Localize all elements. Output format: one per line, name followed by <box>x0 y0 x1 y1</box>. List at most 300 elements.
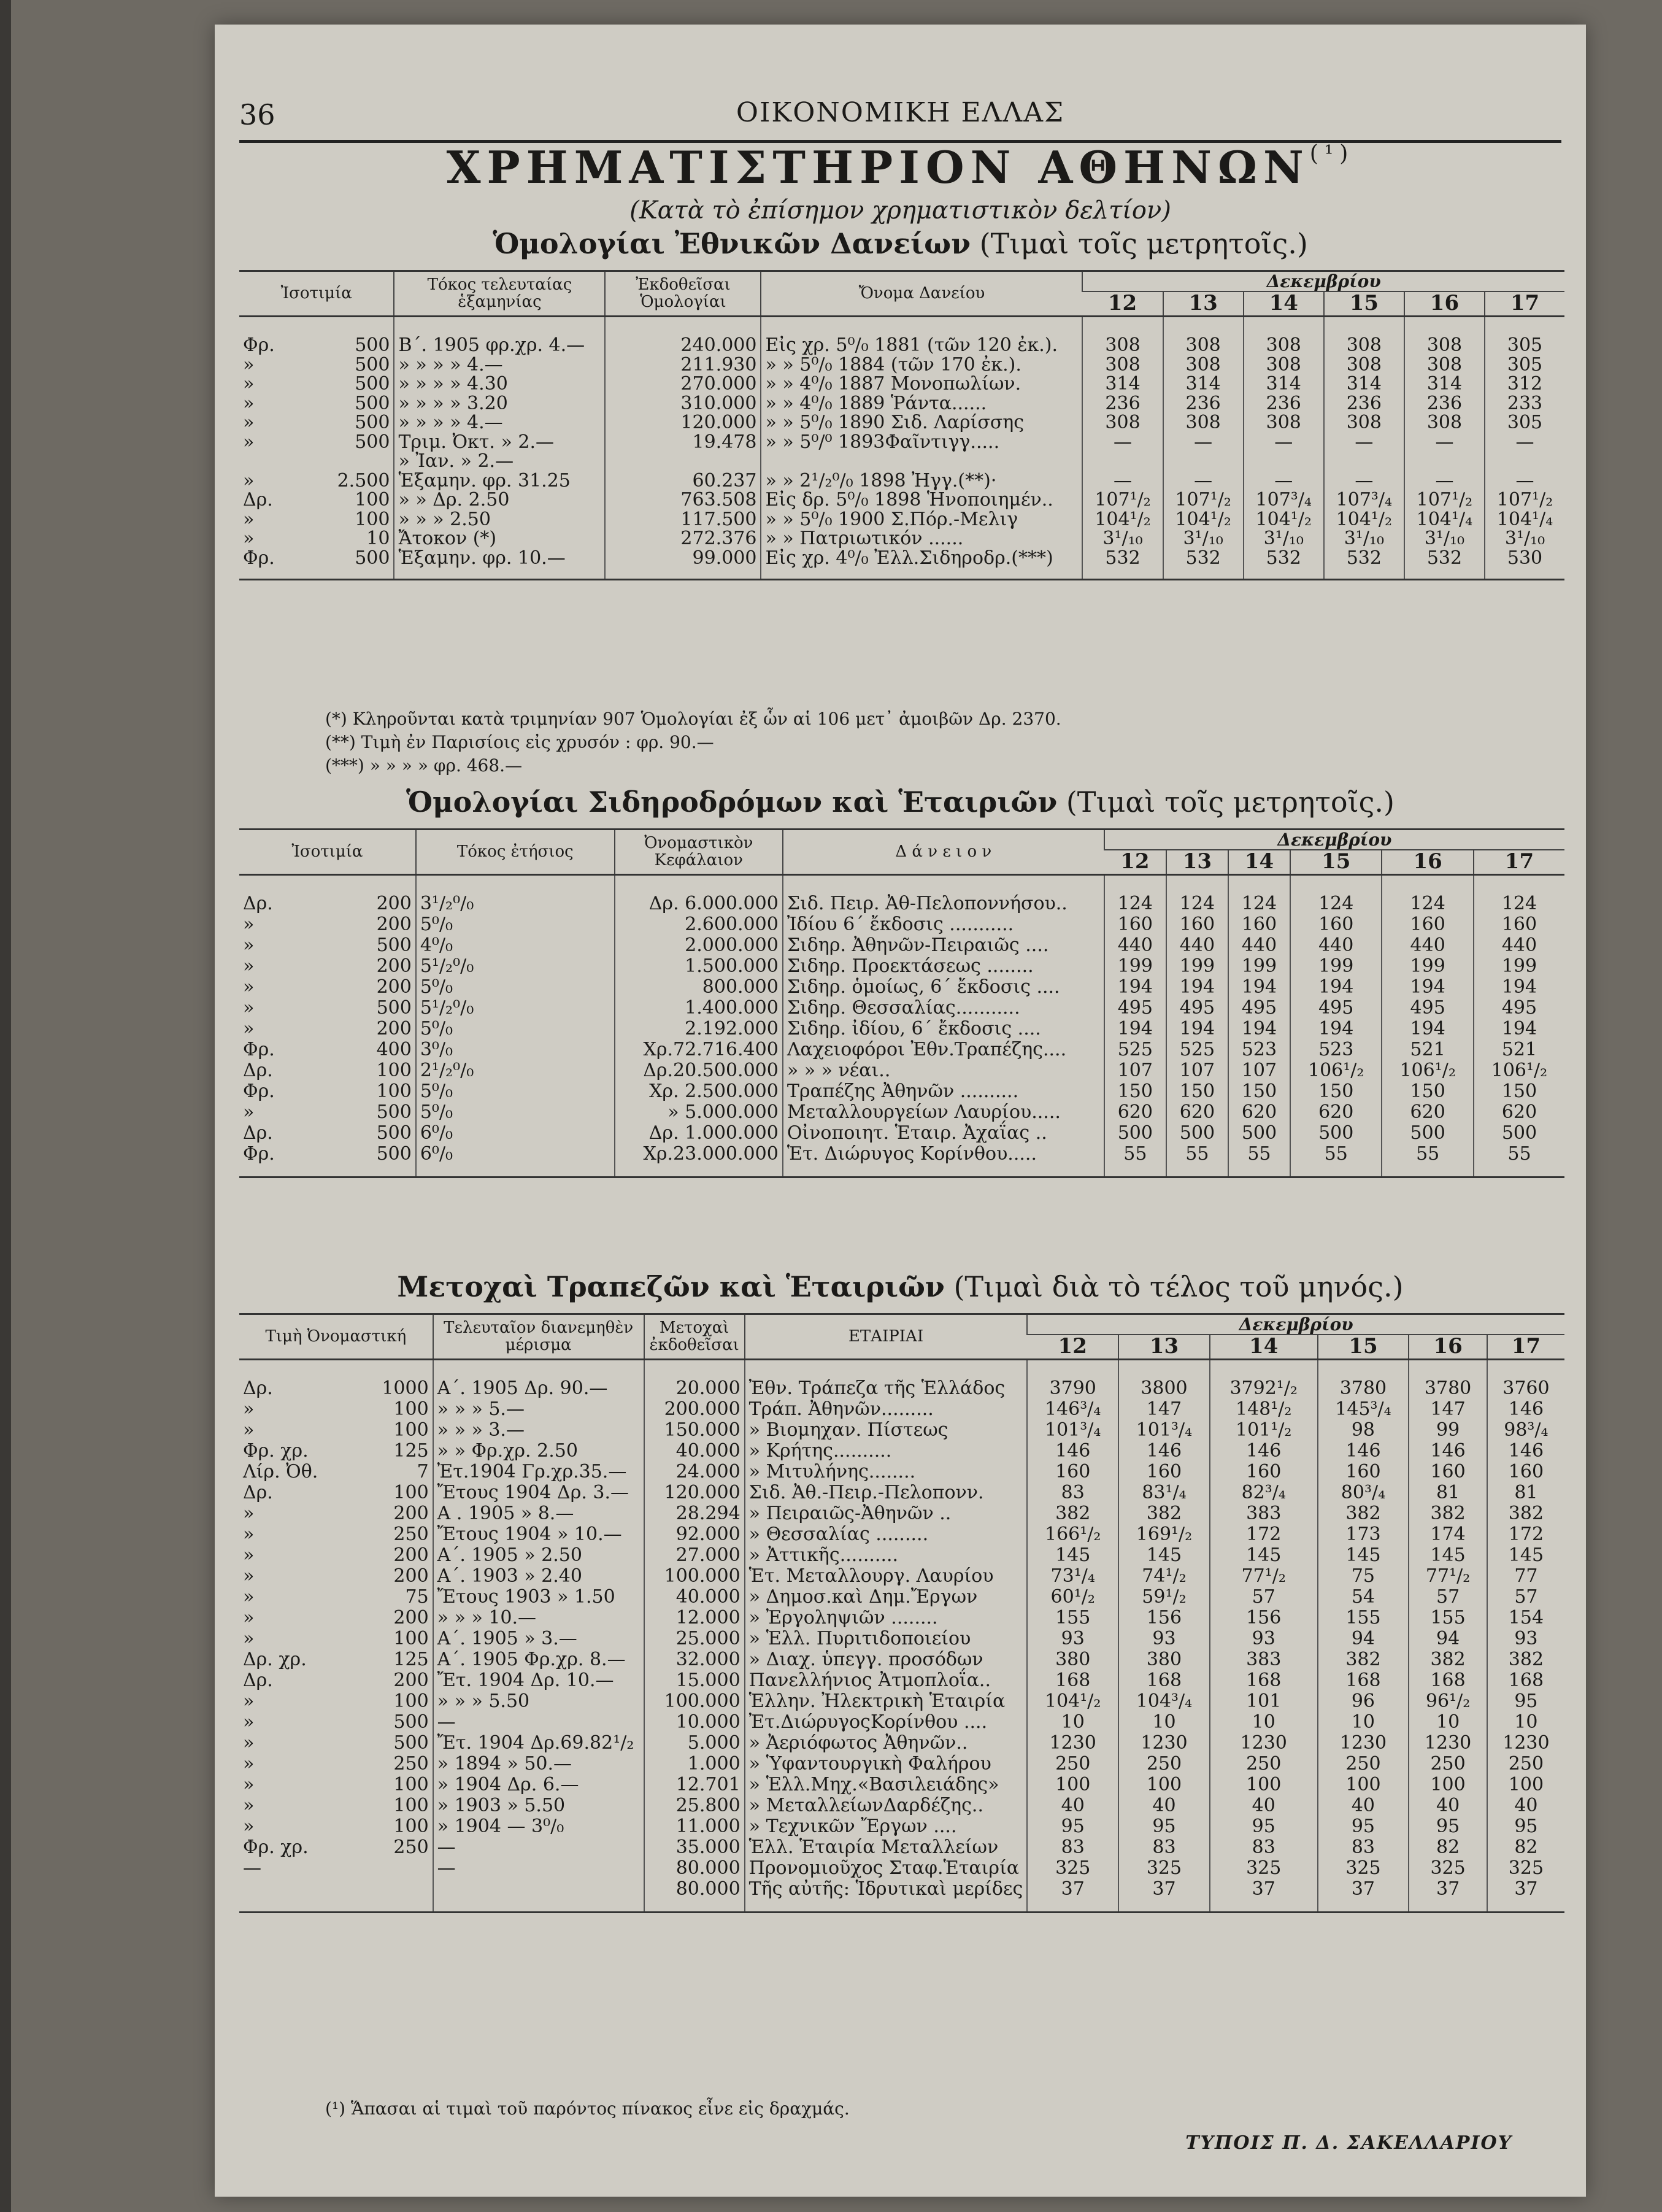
name-cell: Τραπέζης Ἀθηνῶν .......... <box>783 1082 1104 1103</box>
day-header: 15 <box>1324 291 1404 316</box>
price-cell: 40 <box>1210 1796 1318 1817</box>
day-header: 17 <box>1474 850 1564 874</box>
price-cell: 1230 <box>1318 1733 1409 1754</box>
name-cell: » » 5⁰/₀ 1884 (τῶν 170 ἐκ.). <box>761 355 1082 375</box>
name-cell: » » Πατριωτικόν ...... <box>761 529 1082 549</box>
price-cell: 101³/₄ <box>1118 1420 1210 1441</box>
par-value-cell <box>356 1859 433 1879</box>
par-value-cell: 250 <box>393 1753 429 1775</box>
price-cell: 57 <box>1409 1587 1487 1608</box>
par-value-cell: 100 <box>393 1816 429 1838</box>
price-cell: 98 <box>1318 1420 1409 1441</box>
table-row <box>239 1061 1564 1082</box>
price-cell: — <box>1082 471 1163 491</box>
price-cell: 160 <box>1166 915 1228 936</box>
price-cell <box>1244 452 1324 471</box>
price-cell <box>1082 452 1163 471</box>
table-row <box>239 1103 1564 1123</box>
issued-cell: 200.000 <box>644 1400 745 1420</box>
table-row <box>239 549 1564 580</box>
table-row <box>239 510 1564 530</box>
issued-cell: 40.000 <box>644 1587 745 1608</box>
month-header: Δεκεμβρίου <box>1104 830 1564 850</box>
printer-imprint: ΤΥΠΟΙΣ Π. Δ. ΣΑΚΕΛΛΑΡΙΟΥ <box>1185 2132 1512 2154</box>
issued-cell <box>605 452 761 471</box>
name-cell: Ἰδίου 6΄ ἔκδοσις ........... <box>783 915 1104 936</box>
name-cell: » Ὑφαντουργικὴ Φαλήρου <box>745 1754 1028 1775</box>
name-cell: Σιδηρ. ἰδίου, 6΄ ἔκδοσις .... <box>783 1019 1104 1040</box>
par-value-cell: 500 <box>355 547 390 569</box>
price-cell: 169¹/₂ <box>1118 1525 1210 1546</box>
issued-cell: 15.000 <box>644 1671 745 1692</box>
price-cell: 160 <box>1104 915 1166 936</box>
price-cell: 107 <box>1166 1061 1228 1082</box>
name-cell: Ἑλλην. Ἠλεκτρικὴ Ἑταιρία <box>745 1692 1028 1713</box>
price-cell: 96 <box>1318 1692 1409 1713</box>
price-cell: 172 <box>1487 1525 1564 1546</box>
price-cell: 99 <box>1409 1420 1487 1441</box>
price-cell: 521 <box>1382 1040 1473 1061</box>
price-cell: 250 <box>1409 1754 1487 1775</box>
unit-cell <box>239 1879 356 1913</box>
issued-cell: 12.701 <box>644 1775 745 1796</box>
interest-cell: Α΄. 1903 » 2.40 <box>433 1567 644 1587</box>
price-cell: 150 <box>1474 1082 1564 1103</box>
price-cell: 146 <box>1487 1441 1564 1462</box>
name-cell: Εἰς χρ. 4⁰/₀ Ἐλλ.Σιδηροδρ.(***) <box>761 549 1082 580</box>
par-value-cell: 200 <box>376 976 412 998</box>
issued-cell: 10.000 <box>644 1713 745 1733</box>
section3-title-rest: (Τιμαὶ διὰ τὸ τέλος τοῦ μηνός.) <box>953 1270 1404 1303</box>
price-cell: 194 <box>1104 977 1166 998</box>
table-row <box>239 1692 1564 1713</box>
interest-cell: Β΄. 1905 φρ.χρ. 4.— <box>394 317 605 355</box>
price-cell: 107 <box>1228 1061 1290 1082</box>
table-row <box>239 1733 1564 1754</box>
unit-cell: Δρ. <box>243 1060 273 1082</box>
price-cell: 37 <box>1409 1879 1487 1913</box>
unit-cell: Δρ. <box>243 1122 273 1144</box>
month-header: Δεκεμβρίου <box>1082 271 1564 292</box>
price-cell: 3¹/₁₀ <box>1485 529 1564 549</box>
table-row <box>239 413 1564 433</box>
price-cell: 160 <box>1409 1462 1487 1483</box>
price-cell: 233 <box>1485 394 1564 414</box>
price-cell: 147 <box>1118 1400 1210 1420</box>
price-cell: 308 <box>1324 413 1404 433</box>
price-cell: 194 <box>1290 977 1382 998</box>
unit-cell: » <box>243 1816 255 1838</box>
unit-cell: » <box>243 392 255 414</box>
col-header: ΕΤΑΙΡΙΑΙ <box>745 1314 1028 1360</box>
section3-title-bold: Μετοχαὶ Τραπεζῶν καὶ Ἑταιριῶν <box>397 1270 945 1303</box>
section1-title-rest: (Τιμαὶ τοῖς μετρητοῖς.) <box>979 227 1308 260</box>
table-row <box>239 915 1564 936</box>
price-cell: 440 <box>1166 936 1228 957</box>
day-header: 12 <box>1027 1335 1118 1359</box>
name-cell: Εἰς δρ. 5⁰/₀ 1898 Ἡνοποιημέν.. <box>761 490 1082 510</box>
unit-cell: » <box>243 508 255 530</box>
price-cell: 305 <box>1485 413 1564 433</box>
price-cell: 124 <box>1290 875 1382 915</box>
unit-cell: Δρ. <box>243 1378 273 1400</box>
col-header: Τόκος τελευταίας ἑξαμηνίας <box>394 271 605 317</box>
col-header: Ἰσοτιμία <box>239 830 416 875</box>
issued-cell: Δρ. 6.000.000 <box>615 875 783 915</box>
price-cell: — <box>1244 433 1324 452</box>
price-cell: 3¹/₁₀ <box>1082 529 1163 549</box>
name-cell: Σιδ. Πειρ. Ἀθ-Πελοποννήσου.. <box>783 875 1104 915</box>
par-value-cell: 100 <box>393 1690 429 1713</box>
price-cell: 146 <box>1027 1441 1118 1462</box>
table-row <box>239 936 1564 957</box>
price-cell: 383 <box>1210 1504 1318 1525</box>
name-cell: Τῆς αὐτῆς: Ἱδρυτικαὶ μερίδες <box>745 1879 1028 1913</box>
interest-cell: 5⁰/₀ <box>416 1103 615 1123</box>
price-cell: 95 <box>1027 1817 1118 1838</box>
par-value-cell: 200 <box>376 914 412 936</box>
unit-cell: Φρ. <box>243 1143 275 1165</box>
unit-cell: Δρ. <box>243 1482 273 1504</box>
price-cell: 37 <box>1487 1879 1564 1913</box>
issued-cell: 27.000 <box>644 1546 745 1567</box>
price-cell: 1230 <box>1027 1733 1118 1754</box>
price-cell: 83 <box>1027 1838 1118 1859</box>
par-value-cell: 250 <box>393 1524 429 1546</box>
interest-cell: Ἑξαμην. φρ. 31.25 <box>394 471 605 491</box>
par-value-cell: 500 <box>355 412 390 434</box>
price-cell: 150 <box>1382 1082 1473 1103</box>
table-row <box>239 1650 1564 1671</box>
issued-cell: 35.000 <box>644 1838 745 1859</box>
price-cell: 166¹/₂ <box>1027 1525 1118 1546</box>
unit-cell: » <box>243 1753 255 1775</box>
running-title: ΟΙΚΟΝΟΜΙΚΗ ΕΛΛΑΣ <box>736 97 1065 128</box>
issued-cell: » 5.000.000 <box>615 1103 783 1123</box>
price-cell: 98³/₄ <box>1487 1420 1564 1441</box>
par-value-cell: 500 <box>376 1122 412 1144</box>
unit-cell: Φρ. χρ. <box>243 1836 309 1859</box>
table-row <box>239 471 1564 491</box>
price-cell: 3¹/₁₀ <box>1244 529 1324 549</box>
price-cell: 173 <box>1318 1525 1409 1546</box>
par-value-cell: 7 <box>417 1461 429 1483</box>
table-row <box>239 394 1564 414</box>
unit-cell: » <box>243 353 255 376</box>
issued-cell: 2.600.000 <box>615 915 783 936</box>
price-cell: 93 <box>1118 1629 1210 1650</box>
price-cell: 620 <box>1228 1103 1290 1123</box>
name-cell: Ἐτ.ΔιώρυγοςΚορίνθου .... <box>745 1713 1028 1733</box>
price-cell: 620 <box>1166 1103 1228 1123</box>
price-cell: 95 <box>1118 1817 1210 1838</box>
price-cell: 308 <box>1082 413 1163 433</box>
interest-cell <box>433 1879 644 1913</box>
price-cell: 100 <box>1318 1775 1409 1796</box>
price-cell: 194 <box>1474 1019 1564 1040</box>
price-cell: 104³/₄ <box>1118 1692 1210 1713</box>
price-cell: 500 <box>1290 1123 1382 1144</box>
price-cell: — <box>1324 471 1404 491</box>
price-cell: 523 <box>1290 1040 1382 1061</box>
price-cell: 146 <box>1409 1441 1487 1462</box>
price-cell: 104¹/₂ <box>1324 510 1404 530</box>
price-cell: 314 <box>1082 374 1163 394</box>
price-cell: 3¹/₁₀ <box>1404 529 1485 549</box>
price-cell <box>1324 452 1404 471</box>
unit-cell: » <box>243 1565 255 1587</box>
price-cell: 145 <box>1409 1546 1487 1567</box>
price-cell: 382 <box>1487 1504 1564 1525</box>
unit-cell: » <box>243 1586 255 1608</box>
interest-cell: Ἄτοκον (*) <box>394 529 605 549</box>
name-cell: Σιδηρ. Ἀθηνῶν-Πειραιῶς .... <box>783 936 1104 957</box>
price-cell: 10 <box>1318 1713 1409 1733</box>
unit-cell: » <box>243 431 255 453</box>
issued-cell: Δρ. 1.000.000 <box>615 1123 783 1144</box>
table-row <box>239 1123 1564 1144</box>
interest-cell: Ἑξαμην. φρ. 10.— <box>394 549 605 580</box>
price-cell: 37 <box>1318 1879 1409 1913</box>
price-cell: 194 <box>1474 977 1564 998</box>
price-cell: 199 <box>1104 957 1166 977</box>
price-cell: 55 <box>1290 1144 1382 1177</box>
interest-cell: » 1904 — 3⁰/₀ <box>433 1817 644 1838</box>
name-cell: » Διαχ. ὑπεγγ. προσόδων <box>745 1650 1028 1671</box>
interest-cell: » » Δρ. 2.50 <box>394 490 605 510</box>
price-cell: 194 <box>1382 977 1473 998</box>
price-cell: 160 <box>1027 1462 1118 1483</box>
price-cell: 107¹/₂ <box>1082 490 1163 510</box>
par-value-cell: 500 <box>355 373 390 395</box>
price-cell: 440 <box>1104 936 1166 957</box>
par-value-cell: 200 <box>393 1503 429 1525</box>
issued-cell: 117.500 <box>605 510 761 530</box>
price-cell: 168 <box>1210 1671 1318 1692</box>
table-row <box>239 1859 1564 1879</box>
day-header: 14 <box>1228 850 1290 874</box>
price-cell: 104¹/₂ <box>1163 510 1244 530</box>
price-cell: — <box>1244 471 1324 491</box>
day-header: 13 <box>1118 1335 1210 1359</box>
table-row <box>239 1400 1564 1420</box>
price-cell <box>1485 452 1564 471</box>
issued-cell: 310.000 <box>605 394 761 414</box>
par-value-cell: 200 <box>393 1607 429 1629</box>
price-cell: 95 <box>1409 1817 1487 1838</box>
price-cell: 146 <box>1210 1441 1318 1462</box>
price-cell: 83 <box>1027 1483 1118 1504</box>
par-value-cell: 200 <box>376 893 412 915</box>
price-cell: 96¹/₂ <box>1409 1692 1487 1713</box>
price-cell: 3780 <box>1318 1360 1409 1400</box>
col-header: Τελευταῖον διανεμηθὲν μέρισμα <box>433 1314 644 1360</box>
price-cell: 194 <box>1166 977 1228 998</box>
price-cell: 199 <box>1382 957 1473 977</box>
price-cell: 82³/₄ <box>1210 1483 1318 1504</box>
price-cell: 525 <box>1104 1040 1166 1061</box>
price-cell: 521 <box>1474 1040 1564 1061</box>
price-cell: 145 <box>1487 1546 1564 1567</box>
price-cell: 10 <box>1487 1713 1564 1733</box>
price-cell: 147 <box>1409 1400 1487 1420</box>
price-cell: 94 <box>1409 1629 1487 1650</box>
railway-bonds-table <box>239 828 1564 1178</box>
price-cell: 236 <box>1163 394 1244 414</box>
price-cell: 83 <box>1318 1838 1409 1859</box>
par-value-cell: 100 <box>393 1795 429 1817</box>
price-cell: 3800 <box>1118 1360 1210 1400</box>
price-cell: 194 <box>1290 1019 1382 1040</box>
name-cell: Προνομιοῦχος Σταφ.Ἑταιρία <box>745 1859 1028 1879</box>
par-value-cell: 200 <box>376 955 412 977</box>
interest-cell: 5⁰/₀ <box>416 915 615 936</box>
price-cell: 150 <box>1228 1082 1290 1103</box>
price-cell: 104¹/₄ <box>1485 510 1564 530</box>
price-cell: 500 <box>1104 1123 1166 1144</box>
par-value-cell: 125 <box>393 1440 429 1462</box>
unit-cell: Φρ. <box>243 1081 275 1103</box>
section2-title-rest: (Τιμαὶ τοῖς μετρητοῖς.) <box>1066 785 1395 819</box>
price-cell: 107¹/₂ <box>1163 490 1244 510</box>
par-value-cell: 100 <box>393 1419 429 1441</box>
par-value-cell: 100 <box>393 1774 429 1796</box>
table-row <box>239 1144 1564 1177</box>
interest-cell: » 1903 » 5.50 <box>433 1796 644 1817</box>
interest-cell: » » » » 3.20 <box>394 394 605 414</box>
price-cell: 148¹/₂ <box>1210 1400 1318 1420</box>
table-row <box>239 490 1564 510</box>
price-cell: 100 <box>1487 1775 1564 1796</box>
interest-cell: 5¹/₂⁰/₀ <box>416 957 615 977</box>
main-title-note: (¹) <box>1309 141 1355 166</box>
price-cell: 160 <box>1290 915 1382 936</box>
interest-cell: 3¹/₂⁰/₀ <box>416 875 615 915</box>
price-cell: 95 <box>1487 1817 1564 1838</box>
main-title <box>215 141 1586 193</box>
price-cell: 382 <box>1027 1504 1118 1525</box>
price-cell: 500 <box>1382 1123 1473 1144</box>
interest-cell: — <box>433 1859 644 1879</box>
table-row <box>239 452 1564 471</box>
issued-cell: Δρ.20.500.000 <box>615 1061 783 1082</box>
price-cell: 312 <box>1485 374 1564 394</box>
price-cell: 3760 <box>1487 1360 1564 1400</box>
price-cell: 104¹/₂ <box>1244 510 1324 530</box>
interest-cell: 5⁰/₀ <box>416 977 615 998</box>
name-cell: Οἰνοποιητ. Ἑταιρ. Ἀχαΐας .. <box>783 1123 1104 1144</box>
table-row <box>239 1713 1564 1733</box>
unit-cell: » <box>243 914 255 936</box>
unit-cell: — <box>243 1857 261 1879</box>
price-cell: 95 <box>1210 1817 1318 1838</box>
par-value-cell: 200 <box>393 1544 429 1567</box>
par-value-cell: 125 <box>393 1649 429 1671</box>
day-header: 17 <box>1485 291 1564 316</box>
price-cell: 146 <box>1487 1400 1564 1420</box>
unit-cell: Φρ. <box>243 334 275 356</box>
price-cell: 250 <box>1318 1754 1409 1775</box>
price-cell: 308 <box>1404 355 1485 375</box>
price-cell: — <box>1163 433 1244 452</box>
price-cell: 160 <box>1382 915 1473 936</box>
price-cell: 104¹/₂ <box>1082 510 1163 530</box>
price-cell: 82 <box>1409 1838 1487 1859</box>
name-cell: » Βιομηχαν. Πίστεως <box>745 1420 1028 1441</box>
issued-cell: 1.000 <box>644 1754 745 1775</box>
price-cell: 107¹/₂ <box>1485 490 1564 510</box>
table-row <box>239 1040 1564 1061</box>
month-header: Δεκεμβρίου <box>1027 1314 1564 1335</box>
price-cell: 104¹/₄ <box>1404 510 1485 530</box>
table-row <box>239 1671 1564 1692</box>
price-cell: 146³/₄ <box>1027 1400 1118 1420</box>
price-cell: 57 <box>1210 1587 1318 1608</box>
main-title-text: ΧΡΗΜΑΤΙΣΤΗΡΙΟΝ ΑΘΗΝΩΝ <box>446 141 1310 193</box>
par-value-cell: 200 <box>393 1565 429 1587</box>
par-value-cell: 100 <box>355 489 390 511</box>
price-cell <box>1163 452 1244 471</box>
price-cell: 500 <box>1166 1123 1228 1144</box>
table-row <box>239 317 1564 355</box>
price-cell: 194 <box>1166 1019 1228 1040</box>
unit-cell: » <box>243 1018 255 1040</box>
price-cell: 40 <box>1409 1796 1487 1817</box>
par-value-cell: 250 <box>393 1836 429 1859</box>
name-cell: Σιδ. Ἀθ.-Πειρ.-Πελοπονν. <box>745 1483 1028 1504</box>
price-cell: 495 <box>1290 998 1382 1019</box>
price-cell: 124 <box>1474 875 1564 915</box>
price-cell: 81 <box>1487 1483 1564 1504</box>
price-cell: 55 <box>1474 1144 1564 1177</box>
price-cell: 100 <box>1027 1775 1118 1796</box>
price-cell: 155 <box>1409 1608 1487 1629</box>
price-cell: 100 <box>1409 1775 1487 1796</box>
price-cell: 1230 <box>1118 1733 1210 1754</box>
name-cell: » Κρήτης.......... <box>745 1441 1028 1462</box>
price-cell: 308 <box>1163 413 1244 433</box>
interest-cell: » » » 10.— <box>433 1608 644 1629</box>
price-cell: 10 <box>1409 1713 1487 1733</box>
price-cell: 101 <box>1210 1692 1318 1713</box>
price-cell: 101³/₄ <box>1027 1420 1118 1441</box>
unit-cell <box>239 452 300 471</box>
table-row <box>239 1817 1564 1838</box>
table-row <box>239 1796 1564 1817</box>
price-cell: 308 <box>1324 355 1404 375</box>
price-cell: — <box>1485 433 1564 452</box>
issued-cell: 11.000 <box>644 1817 745 1838</box>
price-cell: 106¹/₂ <box>1474 1061 1564 1082</box>
par-value-cell: 500 <box>393 1711 429 1733</box>
price-cell: 55 <box>1228 1144 1290 1177</box>
issued-cell: 28.294 <box>644 1504 745 1525</box>
page-number: 36 <box>239 98 275 131</box>
par-value-cell <box>300 452 394 471</box>
unit-cell: » <box>243 1524 255 1546</box>
unit-cell: » <box>243 1732 255 1754</box>
par-value-cell: 500 <box>376 1143 412 1165</box>
footnote: (*) Κληροῦνται κατὰ τριμηνίαν 907 Ὁμολογίαι ἐξ ὧν αἱ 106 μετ᾽ ἀμοιβῶν Δρ. 2370. <box>325 709 1061 729</box>
price-cell: 124 <box>1228 875 1290 915</box>
day-header: 16 <box>1409 1335 1487 1359</box>
price-cell: 236 <box>1324 394 1404 414</box>
price-cell: 194 <box>1228 977 1290 998</box>
col-header: Ἰσοτιμία <box>239 271 394 317</box>
par-value-cell: 500 <box>376 935 412 957</box>
name-cell: » Ἀττικῆς.......... <box>745 1546 1028 1567</box>
price-cell: 314 <box>1404 374 1485 394</box>
